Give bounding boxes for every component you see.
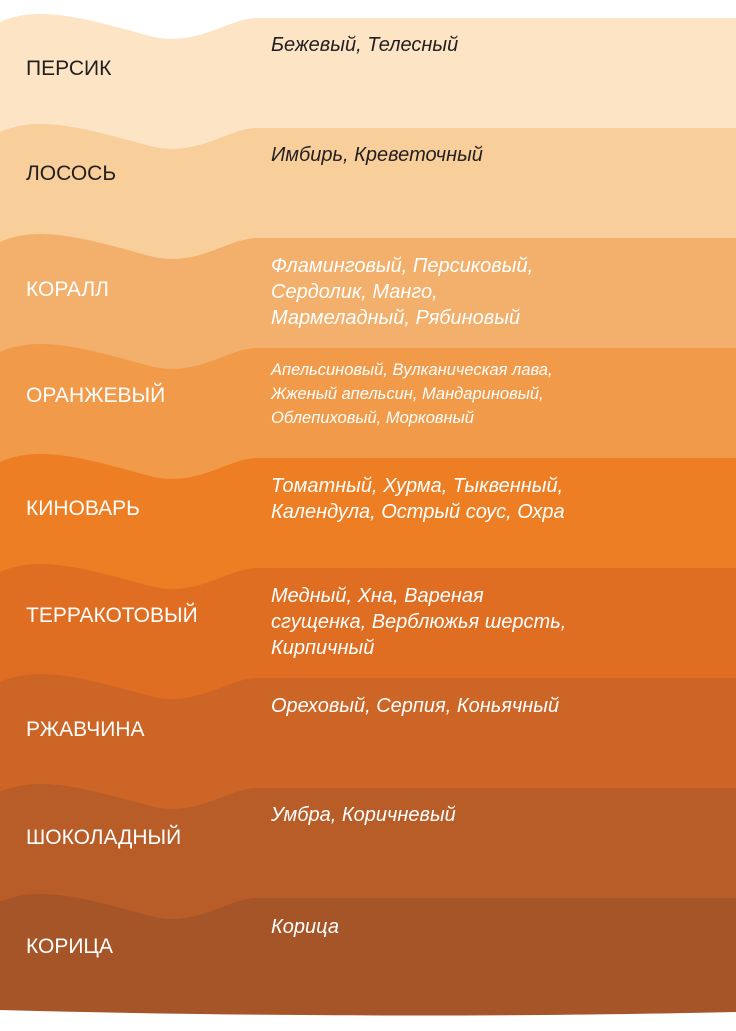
- band-shades-list: Умбра, Коричневый: [271, 804, 456, 826]
- band-shades-list: Бежевый, Телесный: [271, 34, 459, 56]
- band-name-label: ОРАНЖЕВЫЙ: [26, 384, 166, 407]
- band-name-label: РЖАВЧИНА: [26, 718, 145, 741]
- band-name-label: КИНОВАРЬ: [26, 497, 140, 520]
- band-shades-list: Имбирь, Креветочный: [271, 144, 483, 166]
- band-name-label: ШОКОЛАДНЫЙ: [26, 826, 182, 849]
- band-shades-list: Фламинговый, Персиковый, Сердолик, Манго, Мармеладный, Рябиновый: [271, 255, 534, 329]
- band-name-label: ТЕРРАКОТОВЫЙ: [26, 604, 198, 627]
- band-shades-list: Томатный, Хурма, Тыквенный, Календула, Острый соус, Охра: [271, 475, 565, 523]
- band-name-label: ПЕРСИК: [26, 57, 112, 80]
- band-shades-list: Ореховый, Серпия, Коньячный: [271, 695, 560, 717]
- band-shades-list: Корица: [271, 916, 339, 938]
- band-name-label: КОРИЦА: [26, 935, 113, 958]
- band-name-label: ЛОСОСЬ: [26, 162, 117, 185]
- band-shades-list: Апельсиновый, Вулканическая лава, Жженый апельсин, Мандариновый, Облепиховый, Морковный: [271, 361, 553, 427]
- band-name-label: КОРАЛЛ: [26, 278, 109, 301]
- band-shades-list: Медный, Хна, Вареная сгущенка, Верблюжья шерсть, Кирпичный: [271, 585, 567, 659]
